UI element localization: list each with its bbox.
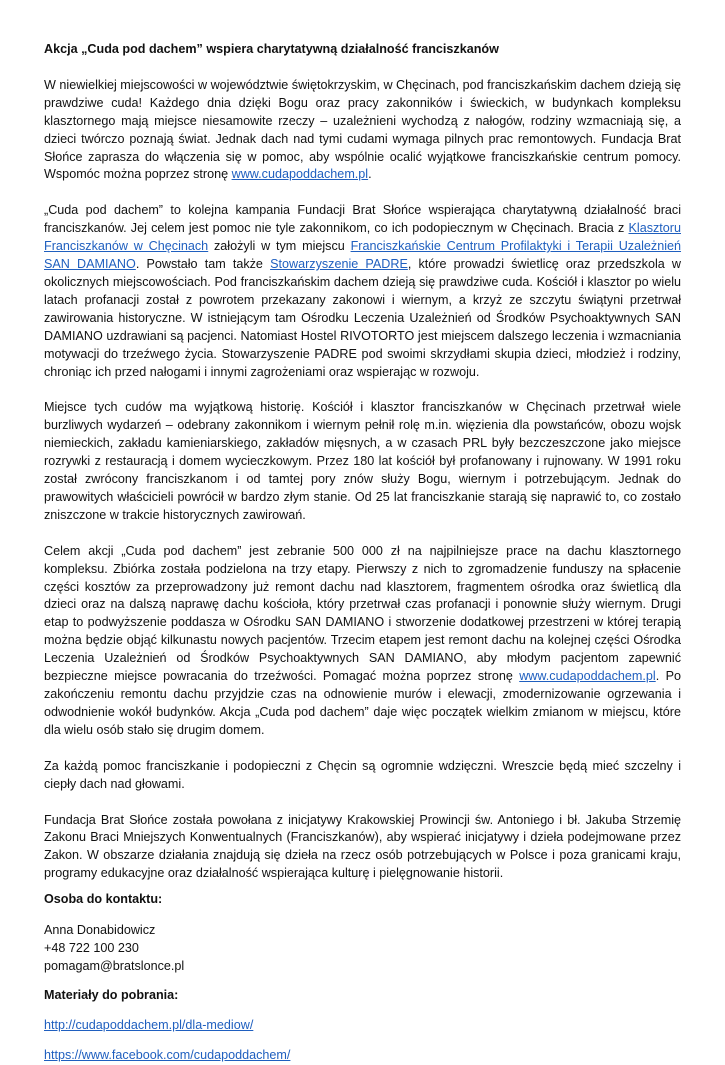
document-title: Akcja „Cuda pod dachem” wspiera charytatywną działalność franciszkanów: [44, 42, 499, 56]
paragraph-history: Miejsce tych cudów ma wyjątkową historię. Kościół i klasztor franciszkanów w Chęcinach przetrwał wiele burzliwych wydarzeń – odebrany zakonnikom i wiernym pełnił rolę m.in. więzienia dla powstańców, obozu wojsk niemieckich, zakładu kamieniarskiego, zakładów mięsnych, a w czasach PRL były bezczeszczone jako miejsce rozrywki z restauracją i domem wycieczkowym. Przez 180 lat kościół był profanowany i rujnowany. W 1991 roku został zwrócony franciszkanom i od tamtej pory znów służy Bogu, wiernym i potrzebującym. Jednak do prawowitych właścicieli powrócił w bardzo złym stanie. Od 25 lat franciszkanie starają się naprawić to, co zostało zniszczone w trakcie historycznych zawirowań.: [44, 400, 681, 522]
contact-email: pomagam@bratslonce.pl: [44, 959, 185, 974]
san-damiano-link[interactable]: Franciszkańskie Centrum Profilaktyki i Terapii Uzależnień SAN DAMIANO: [44, 239, 682, 272]
paragraph-foundation: Fundacja Brat Słońce została powołana z inicjatywy Krakowskiej Prowincji św. Antoniego i bł. Jakuba Strzemię Zakonu Braci Mniejszych Konwentualnych (Franciszkanów), aby wspierać inicjatywy i dzieła podejmowane przez Zakon. W obszarze działania znajdują się dzieła na rzecz osób potrzebujących w Polsce i poza granicami kraju, programy edukacyjne oraz działalność wspierająca kulturę i pielęgnowanie historii.: [44, 812, 681, 881]
download-link-row-2: [44, 1047, 681, 1065]
contact-name: Anna Donabidowicz: [44, 923, 156, 938]
paragraph-campaign-text-c: . Powstało tam także: [135, 257, 271, 272]
paragraph-goal: [44, 543, 681, 740]
contact-phone: +48 722 100 230: [44, 941, 139, 956]
paragraph-campaign-text-d: , które prowadzi świetlicę oraz przedszkola w okolicznych miejscowościach. Pod franciszkańskim dachem dzieją się prawdziwe cuda. Kościół i klasztor po wielu latach profanacji został z powrotem przekazany zakonowi i wiernym, a krzyż ze szczytu świątyni przetrwał zawirowania historyczne. W istniejącym tam Ośrodku Leczenia Uzależnień od Środków Psychoaktywnych SAN DAMIANO uzdrawiani są pacjenci. Natomiast Hostel RIVOTORTO jest miejscem dalszego leczenia i wzmacniania motywacji do trzeźwego życia. Stowarzyszenie PADRE pod swoimi skrzydłami skupia dzieci, młodzież i rodziny, chroniąc ich przed nałogami i innymi zagrożeniami oraz wspierając w rozwoju.: [44, 257, 681, 379]
download-link-row-1: [44, 1017, 681, 1035]
paragraph-goal-text-a: Celem akcji „Cuda pod dachem” jest zebranie 500 000 zł na najpilniejsze prace na dachu klasztornego kompleksu. Zbiórka została podzielona na trzy etapy. Pierwszy z nich to zgromadzenie funduszy na spłacenie części kosztów za przeprowadzony już remont dachu nad klasztorem, fragmentem ośrodka oraz świetlicą dla dzieci oraz na dalszą naprawę dachu kościoła, który przetrwał czas profanacji i ponownie służy wiernym. Drugi etap to podwyższenie poddasza w Ośrodku SAN DAMIANO i stworzenie dodatkowej przestrzeni w której terapią można będzie objąć kilkunastu nowych pacjentów. Trzecim etapem jest remont dachu na kolejnej części Ośrodka Leczenia Uzależnień od Środków Psychoaktywnych SAN DAMIANO, aby młodym pacjentom zapewnić bezpieczne miejsce powracania do trzeźwości. Pomagać można poprzez stronę: [44, 543, 681, 684]
media-page-link[interactable]: http://cudapoddachem.pl/dla-mediow/: [44, 1017, 254, 1032]
paragraph-goal-text-b: . Po zakończeniu remontu dachu przyjdzie czas na odnowienie murów i elewacji, zmodernizowanie ogrzewania i odwodnienie wokół budynków. Akcja „Cuda pod dachem” daje więc początek wielkim zmianom w miejscu, które dla wielu osób stało się drugim domem.: [44, 669, 681, 737]
paragraph-intro-text: W niewielkiej miejscowości w województwie świętokrzyskim, w Chęcinach, pod franciszkańskim dachem dzieją się prawdziwe cuda! Każdego dnia dzięki Bogu oraz pracy zakonników i świeckich, w budynkach kompleksu klasztornego mają miejsce niesamowite rzeczy – uzależnieni wychodzą z nałogów, rodziny wzmacniają się, a dzieci twórczo poznają świat. Jednak dach nad tymi cudami wymaga pilnych prac remontowych. Fundacja Brat Słońce zaprasza do włączenia się w pomoc, aby wspólnie ocalić wyjątkowe franciszkańskie centrum pomocy. Wspomóc można poprzez stronę: [44, 77, 681, 182]
contact-heading: Osoba do kontaktu:: [44, 892, 163, 907]
cudapoddachem-link[interactable]: www.cudapoddachem.pl: [231, 167, 369, 182]
cudapoddachem-link-2[interactable]: www.cudapoddachem.pl: [519, 669, 656, 684]
paragraph-campaign-text-a: „Cuda pod dachem” to kolejna kampania Fundacji Brat Słońce wspierająca charytatywną działalność braci franciszkanów. Jej celem jest pomoc nie tyle zakonnikom, co ich podopiecznym w Chęcinach. Bracia z: [44, 203, 681, 236]
contact-block: [44, 921, 681, 975]
paragraph-thanks: Za każdą pomoc franciszkanie i podopieczni z Chęcin są ogromnie wdzięczni. Wreszcie będą mieć szczelny i ciepły dach nad głowami.: [44, 758, 681, 791]
paragraph-campaign-text-b: założyli w tym miejscu: [208, 239, 351, 254]
paragraph-intro: [44, 77, 681, 184]
facebook-link[interactable]: https://www.facebook.com/cudapoddachem/: [44, 1047, 291, 1062]
padre-link[interactable]: Stowarzyszenie PADRE: [270, 257, 408, 272]
klasztor-link[interactable]: Klasztoru Franciszkanów w Chęcinach: [44, 221, 681, 254]
paragraph-campaign: [44, 202, 681, 381]
downloads-heading: Materiały do pobrania:: [44, 988, 179, 1003]
paragraph-intro-end: .: [368, 167, 372, 182]
